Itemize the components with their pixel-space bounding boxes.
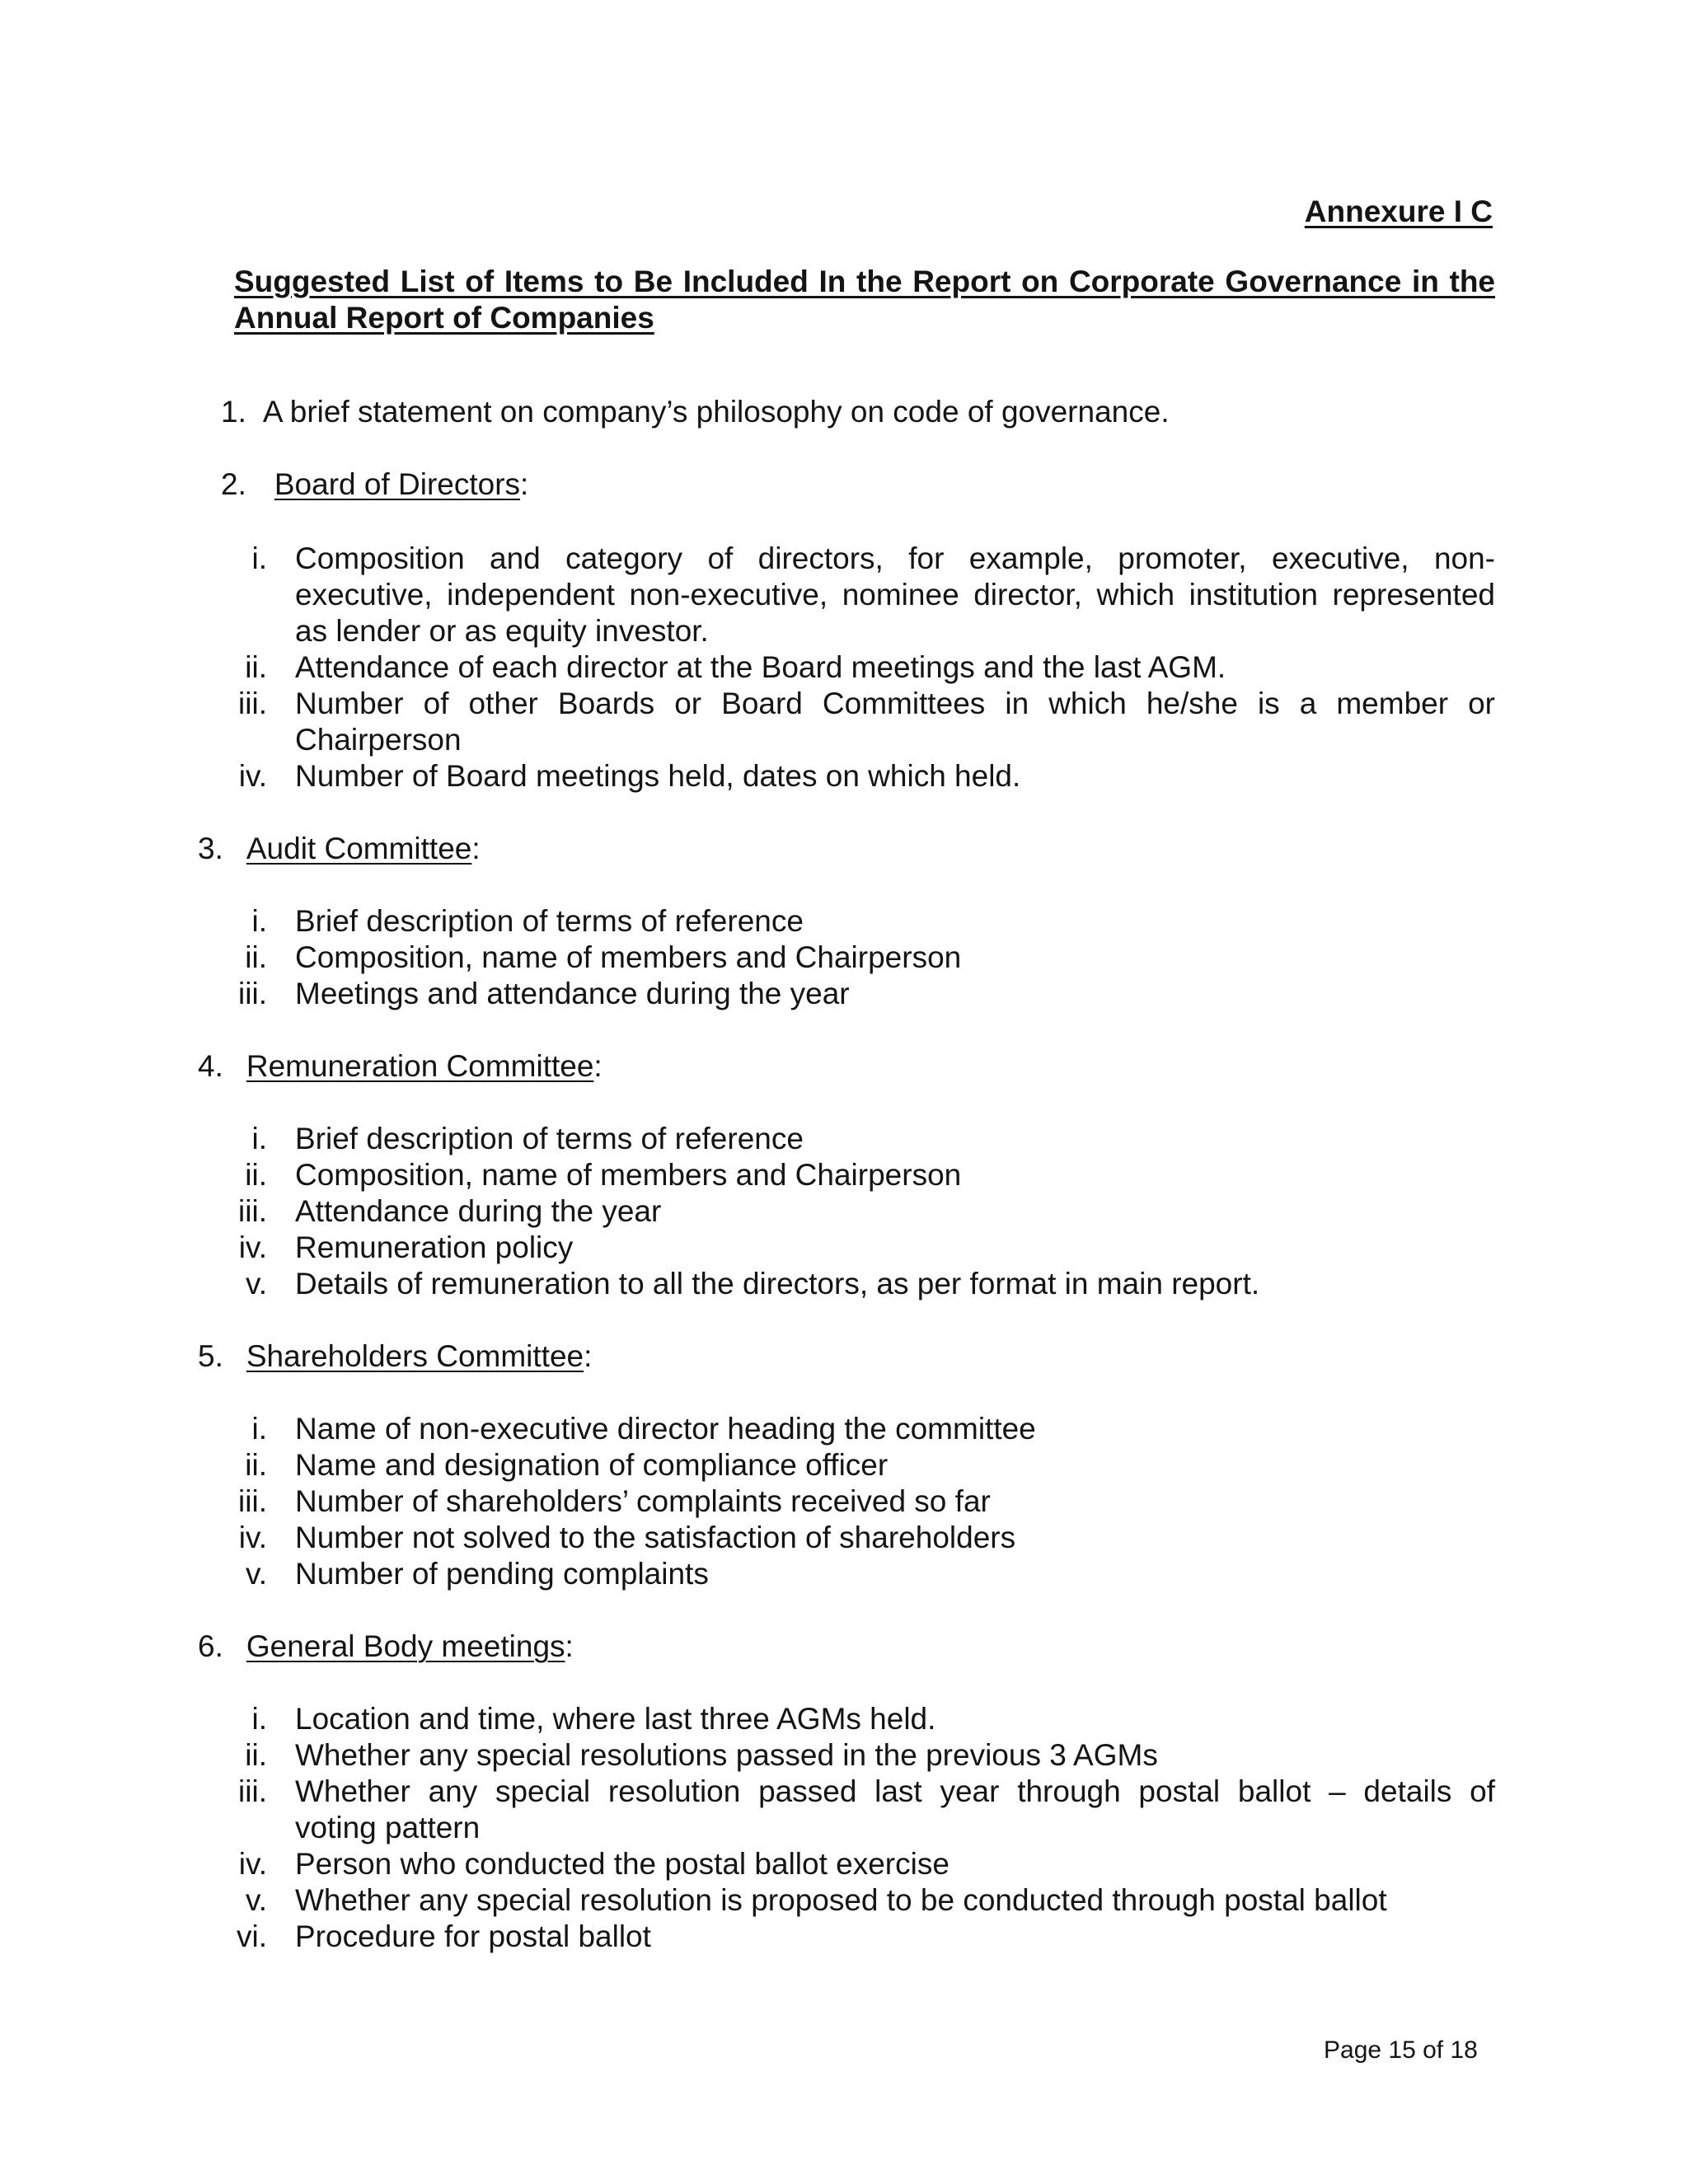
section-4-heading: 4. Remuneration Committee: xyxy=(198,1049,603,1083)
item-label: ii. xyxy=(245,1738,267,1772)
section-6-heading: 6. General Body meetings: xyxy=(198,1629,574,1663)
list-item: Whether any special resolutions passed in the previous 3 AGMs xyxy=(295,1738,1158,1772)
section-2-heading: 2. Board of Directors: xyxy=(221,467,529,501)
list-item: Details of remuneration to all the directors, as per format in main report. xyxy=(295,1267,1260,1301)
item-label: v. xyxy=(245,1883,267,1917)
list-item: Name and designation of compliance officer xyxy=(295,1448,889,1482)
item-label: iv. xyxy=(238,1521,267,1554)
section-1 xyxy=(221,394,1170,430)
item-label: ii. xyxy=(245,650,267,684)
list-item: Name of non-executive director heading the committee xyxy=(295,1412,1036,1446)
item-label: iv. xyxy=(238,1847,267,1881)
item-label: iii. xyxy=(238,687,267,720)
list-item: Brief description of terms of reference xyxy=(295,904,804,938)
list-item: Meetings and attendance during the year xyxy=(295,977,850,1010)
section-number: 3. xyxy=(198,832,223,865)
item-label: i. xyxy=(251,1122,267,1155)
section-number: 5. xyxy=(198,1339,223,1373)
list-item: Attendance during the year xyxy=(295,1194,662,1228)
section-text: A brief statement on company’s philosophy on code of governance. xyxy=(262,395,1170,429)
list-item: Composition, name of members and Chairperson xyxy=(295,1158,962,1192)
list-item: Whether any special resolution passed last year through postal ballot – details of xyxy=(295,1774,1495,1808)
list-item: Whether any special resolution is proposed to be conducted through postal ballot xyxy=(295,1883,1387,1917)
item-label: iii. xyxy=(238,1194,267,1228)
list-item: Number of shareholders’ complaints received so far xyxy=(295,1484,991,1518)
item-label: vi. xyxy=(237,1919,267,1953)
list-item: Number of pending complaints xyxy=(295,1557,709,1591)
item-label: ii. xyxy=(245,1448,267,1482)
item-label: v. xyxy=(245,1557,267,1591)
section-number: 2. xyxy=(221,467,246,501)
list-item: Procedure for postal ballot xyxy=(295,1919,651,1953)
annexure-label: Annexure I C xyxy=(1304,194,1493,228)
list-item: Person who conducted the postal ballot exercise xyxy=(295,1847,950,1881)
section-number: 1. xyxy=(221,395,246,429)
list-item: Attendance of each director at the Board meetings and the last AGM. xyxy=(295,650,1226,684)
item-label: i. xyxy=(251,904,267,938)
item-label: i. xyxy=(251,1412,267,1446)
list-item: Composition, name of members and Chairperson xyxy=(295,940,962,974)
section-3-heading: 3. Audit Committee: xyxy=(198,832,481,865)
list-item-continuation: voting pattern xyxy=(295,1811,481,1844)
list-item: Remuneration policy xyxy=(295,1230,574,1264)
list-item: Brief description of terms of reference xyxy=(295,1122,804,1155)
item-label: i. xyxy=(251,541,267,575)
item-label: iii. xyxy=(238,1484,267,1518)
item-label: iv. xyxy=(238,759,267,793)
list-item-continuation: Chairperson xyxy=(295,723,462,757)
section-heading: Board of Directors xyxy=(274,467,521,501)
section-heading: General Body meetings xyxy=(246,1629,565,1663)
item-label: i. xyxy=(251,1702,267,1736)
section-5-heading: 5. Shareholders Committee: xyxy=(198,1339,593,1373)
section-heading: Audit Committee xyxy=(246,832,472,865)
item-label: v. xyxy=(245,1267,267,1301)
item-label: iii. xyxy=(238,1774,267,1808)
item-label: iii. xyxy=(238,977,267,1010)
item-label: iv. xyxy=(238,1230,267,1264)
list-item: Location and time, where last three AGMs held. xyxy=(295,1702,936,1736)
list-item-continuation: executive, independent non-executive, nominee director, which institution represented xyxy=(295,578,1495,612)
section-heading: Shareholders Committee xyxy=(246,1339,584,1373)
item-label: ii. xyxy=(245,940,267,974)
document-title: Suggested List of Items to Be Included In the Report on Corporate Governance in the Annual Report of Companies xyxy=(234,265,1495,335)
section-number: 6. xyxy=(198,1629,223,1663)
list-item: Number of other Boards or Board Committees in which he/she is a member or xyxy=(295,687,1495,720)
section-heading: Remuneration Committee xyxy=(246,1049,594,1083)
section-number: 4. xyxy=(198,1049,223,1083)
page-number: Page 15 of 18 xyxy=(1324,2036,1478,2064)
list-item: Number of Board meetings held, dates on which held. xyxy=(295,759,1021,793)
list-item: Number not solved to the satisfaction of shareholders xyxy=(295,1521,1016,1554)
list-item-continuation: as lender or as equity investor. xyxy=(295,614,709,648)
item-label: ii. xyxy=(245,1158,267,1192)
list-item: Composition and category of directors, for example, promoter, executive, non- xyxy=(295,541,1495,575)
